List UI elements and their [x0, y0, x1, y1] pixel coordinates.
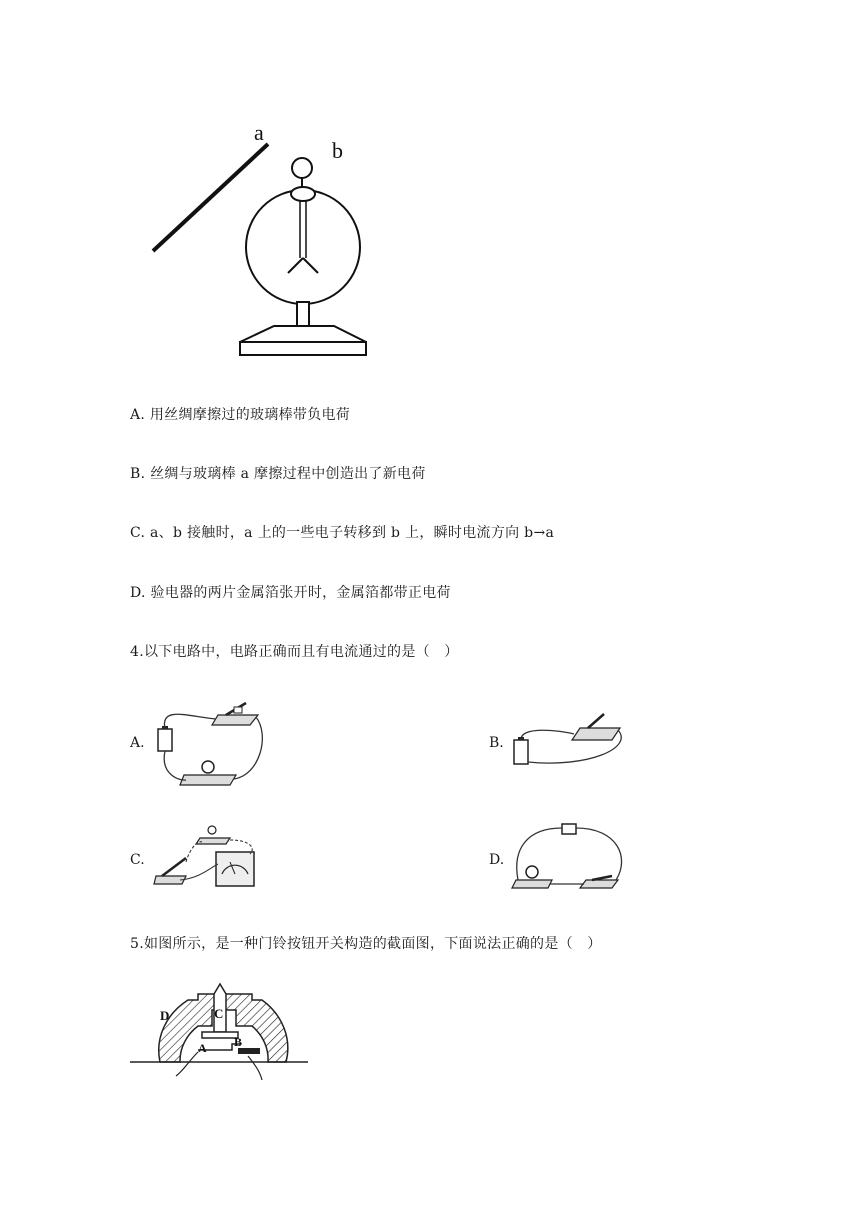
electroscope-figure	[140, 118, 380, 368]
circuit-a-figure	[150, 695, 270, 795]
switch-blade	[588, 714, 604, 728]
bulb	[526, 866, 538, 878]
glass-rod-a	[153, 144, 268, 251]
battery	[562, 824, 576, 834]
bulb-base	[180, 775, 236, 785]
q3-option-b: B. 丝绸与玻璃棒 a 摩擦过程中创造出了新电荷	[130, 466, 426, 482]
contact-plate	[202, 1032, 238, 1038]
circuit-d-figure	[508, 818, 633, 893]
rod-label-a: a	[254, 120, 264, 145]
stand-base	[240, 342, 366, 355]
switch-base	[572, 728, 620, 740]
battery	[514, 740, 528, 764]
q4-option-d-label: D.	[489, 852, 505, 868]
q4-option-c-label: C.	[130, 852, 145, 868]
q4-option-b-label: B.	[489, 735, 504, 751]
q3-option-a: A. 用丝绸摩擦过的玻璃棒带负电荷	[130, 407, 351, 423]
bulb	[208, 826, 216, 834]
bulb	[202, 761, 214, 773]
label-c: C	[214, 1006, 224, 1021]
circuit-b-figure	[508, 708, 633, 778]
bulb-base	[196, 838, 230, 844]
electroscope-label-b: b	[332, 138, 343, 163]
circuit-c-figure	[150, 818, 275, 890]
metal-foil-left	[288, 258, 303, 273]
switch-base	[580, 880, 618, 888]
q4-question: 4.以下电路中，电路正确而且有电流通过的是（ ）	[130, 644, 459, 660]
switch-base	[212, 715, 258, 725]
bulb-base	[512, 880, 552, 888]
metal-foil-right	[303, 258, 318, 273]
insulating-stopper	[291, 187, 315, 201]
stand-top	[240, 326, 366, 342]
metal-ball	[292, 158, 312, 178]
label-b: B	[234, 1035, 243, 1049]
battery	[158, 729, 172, 751]
label-d: D	[160, 1008, 170, 1023]
doorbell-button-figure	[128, 980, 313, 1085]
switch-blade	[162, 858, 186, 876]
q4-option-a-label: A.	[130, 735, 145, 751]
glass-case	[246, 190, 360, 304]
q3-option-d: D. 验电器的两片金属箔张开时，金属箔都带正电荷	[130, 585, 451, 601]
meter-body	[216, 852, 254, 886]
q3-option-c: C. a、b 接触时，a 上的一些电子转移到 b 上，瞬时电流方向 b→a	[130, 525, 555, 541]
label-a: A	[198, 1041, 207, 1055]
q5-question: 5.如图所示，是一种门铃按钮开关构造的截面图，下面说法正确的是（ ）	[130, 936, 602, 952]
